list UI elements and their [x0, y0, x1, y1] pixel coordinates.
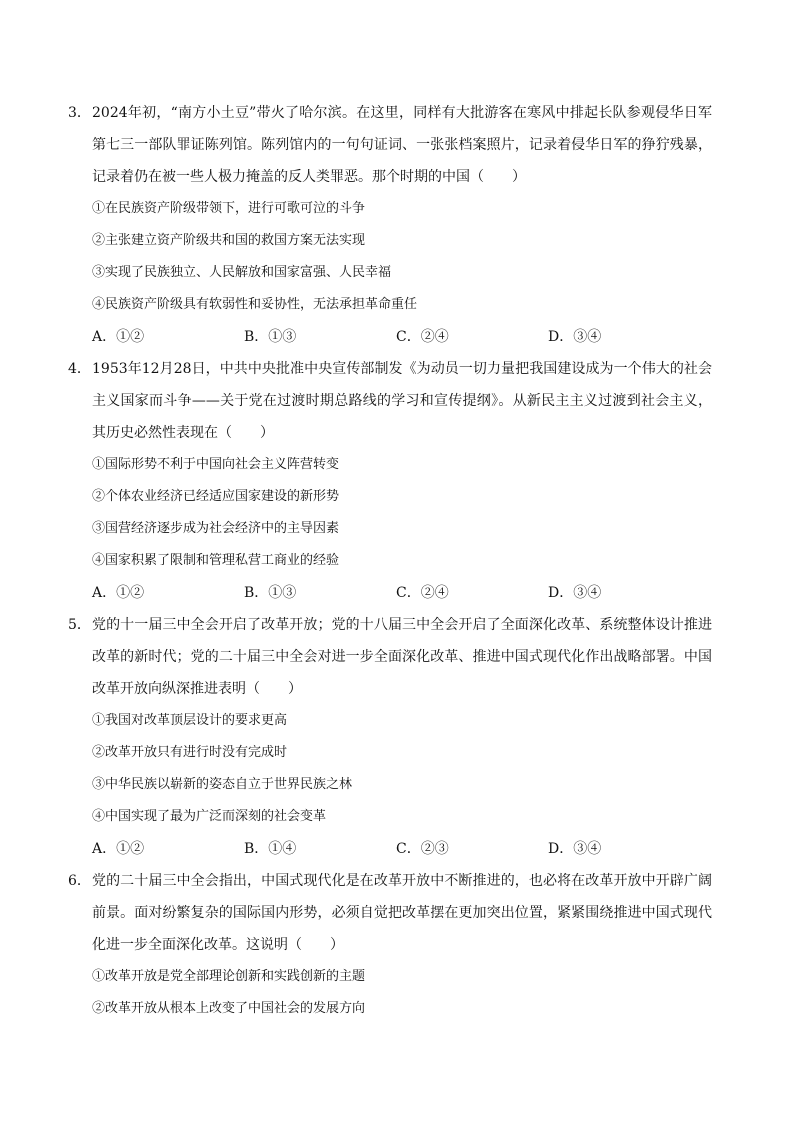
question-stem [68, 353, 712, 449]
question-text: 党的十一届三中全会开启了改革开放；党的十八届三中全会开启了全面深化改革、系统整体设计推进改革的新时代；党的二十届三中全会对进一步全面深化改革、推进中国式现代化作出战略部署。中国改革开放向纵深推进表明（ ） [92, 617, 712, 697]
question-number: 6． [68, 873, 91, 889]
statement-option: ④民族资产阶级具有软弱性和妥协性，无法承担革命重任 [92, 297, 418, 312]
question-text: 党的二十届三中全会指出，中国式现代化是在改革开放中不断推进的，也必将在改革开放中开辟广阔前景。面对纷繁复杂的国际国内形势，必须自觉把改革摆在更加突出位置，紧紧围绕推进中国式现代化进一步全面深化改革。这说明（ ） [92, 873, 712, 953]
statement-option: ②主张建立资产阶级共和国的救国方案无法实现 [92, 233, 366, 248]
choice-a[interactable]: A．①② [92, 329, 145, 345]
question-5 [68, 609, 712, 865]
answer-choices [92, 577, 712, 609]
choice-b[interactable]: B．①③ [244, 585, 297, 601]
question-stem [68, 865, 712, 961]
statement-option: ④国家积累了限制和管理私营工商业的经验 [92, 553, 340, 568]
question-stem [68, 609, 712, 705]
statement-option: ①在民族资产阶级带领下，进行可歌可泣的斗争 [92, 201, 366, 216]
statement-option: ②改革开放从根本上改变了中国社会的发展方向 [92, 1001, 366, 1016]
choice-b[interactable]: B．①③ [244, 329, 297, 345]
statement-option: ③实现了民族独立、人民解放和国家富强、人民幸福 [92, 265, 392, 280]
choice-a[interactable]: A．①② [92, 841, 145, 857]
choice-b[interactable]: B．①④ [244, 841, 297, 857]
choice-c[interactable]: C．②④ [396, 329, 449, 345]
question-number: 4． [68, 361, 91, 377]
question-stem [68, 97, 712, 193]
statement-option: ③国营经济逐步成为社会经济中的主导因素 [92, 521, 340, 536]
question-6 [68, 865, 712, 1025]
choice-d[interactable]: D．③④ [548, 585, 602, 601]
question-number: 3． [68, 105, 91, 121]
answer-choices [92, 321, 712, 353]
statement-option: ④中国实现了最为广泛而深刻的社会变革 [92, 809, 327, 824]
choice-c[interactable]: C．②④ [396, 585, 449, 601]
statement-option: ①我国对改革顶层设计的要求更高 [92, 713, 288, 728]
statement-option: ①国际形势不利于中国向社会主义阵营转变 [92, 457, 340, 472]
choice-a[interactable]: A．①② [92, 585, 145, 601]
answer-choices [92, 833, 712, 865]
question-4 [68, 353, 712, 609]
statement-option: ③中华民族以崭新的姿态自立于世界民族之林 [92, 777, 353, 792]
choice-c[interactable]: C．②③ [396, 841, 449, 857]
statement-option: ②改革开放只有进行时没有完成时 [92, 745, 288, 760]
choice-d[interactable]: D．③④ [548, 329, 602, 345]
question-3 [68, 97, 712, 353]
question-text: 1953年12月28日，中共中央批准中央宣传部制发《为动员一切力量把我国建设成为一个伟大的社会主义国家而斗争——关于党在过渡时期总路线的学习和宣传提纲》。从新民主主义过渡到社会主义，其历史必然性表现在（ ） [92, 361, 712, 441]
statement-option: ②个体农业经济已经适应国家建设的新形势 [92, 489, 340, 504]
choice-d[interactable]: D．③④ [548, 841, 602, 857]
question-number: 5． [68, 617, 91, 633]
question-text: 2024年初，“南方小土豆”带火了哈尔滨。在这里，同样有大批游客在寒风中排起长队参观侵华日军第七三一部队罪证陈列馆。陈列馆内的一句句证词、一张张档案照片，记录着侵华日军的狰狞残暴，记录着仍在被一些人极力掩盖的反人类罪恶。那个时期的中国（ ） [92, 105, 712, 185]
statement-option: ①改革开放是党全部理论创新和实践创新的主题 [92, 969, 366, 984]
